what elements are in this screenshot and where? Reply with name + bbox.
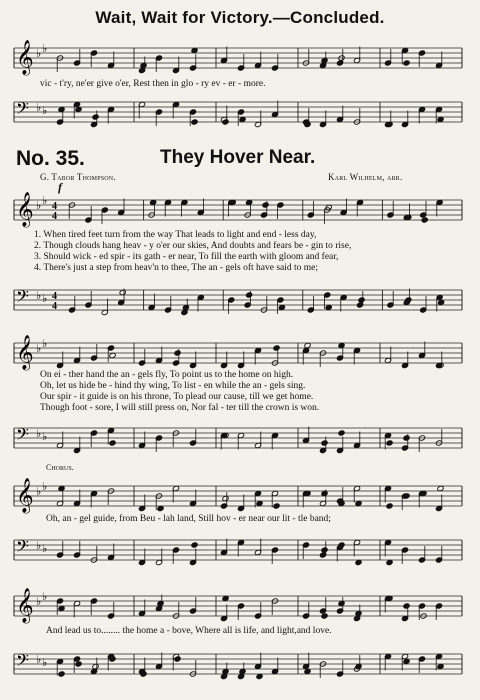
time-signature-top: 4 (52, 291, 57, 302)
staff-system4-bass (0, 646, 480, 686)
flat-sign-icon: ♭ (36, 653, 42, 666)
hymn-number: No. 35. (16, 147, 85, 170)
staff-system1-treble (0, 192, 480, 232)
flat-sign-icon: ♭ (42, 430, 48, 443)
treble-clef-icon: 𝄞 (16, 40, 34, 75)
bass-clef-icon: 𝄢 (16, 650, 29, 674)
flat-sign-icon: ♭ (42, 292, 48, 305)
lyric-system2-verse3: Our spir - it guide is on his throne, To plead our cause, till we get home. (40, 392, 314, 402)
lyric-system2-verse4: Though foot - sore, I will still press on, Nor fal - ter till the crown is won. (40, 403, 320, 413)
flat-sign-icon: ♭ (42, 590, 48, 603)
flat-sign-icon: ♭ (36, 485, 42, 498)
hymn-title: They Hover Near. (160, 147, 316, 168)
dynamic-marking: f (58, 180, 62, 194)
lyric-system1-verse4: 4. There's just a step from heav'n to thee, The an - gels oft have said to me; (34, 263, 319, 273)
treble-clef-icon: 𝄞 (16, 335, 34, 370)
flat-sign-icon: ♭ (36, 595, 42, 608)
music-credit: Karl Wilhelm, arr. (328, 172, 403, 182)
lyric-system1-verse2: 2. Though clouds hang heav - y o'er our skies, And doubts and fears be - gin to rise, (34, 241, 352, 251)
flat-sign-icon: ♭ (36, 427, 42, 440)
bass-clef-icon: 𝄢 (16, 536, 29, 560)
staff-system4-treble (0, 588, 480, 628)
words-credit: G. Tabor Thompson. (40, 172, 116, 182)
flat-sign-icon: ♭ (36, 47, 42, 60)
flat-sign-icon: ♭ (42, 542, 48, 555)
staff-system1-bass (0, 282, 480, 322)
flat-sign-icon: ♭ (42, 656, 48, 669)
treble-clef-icon: 𝄞 (16, 478, 34, 513)
lyric-system2-verse1: On ei - ther hand the an - gels fly, To point us to the home on high. (40, 370, 294, 380)
staff-system-top-treble (0, 40, 480, 80)
flat-sign-icon: ♭ (42, 104, 48, 117)
page-header-title: Wait, Wait for Victory.—Concluded. (95, 8, 385, 27)
lyric-system1-verse1: 1. When tired feet turn from the way That leads to light and end - less day, (34, 230, 317, 240)
lyric-system2-verse2: Oh, let us hide be - hind thy wing, To list - en while the an - gels sing. (40, 381, 306, 391)
staff-system2-bass (0, 420, 480, 460)
bass-clef-icon: 𝄢 (16, 98, 29, 122)
bass-clef-icon: 𝄢 (16, 424, 29, 448)
time-signature-bottom: 4 (52, 211, 57, 222)
flat-sign-icon: ♭ (36, 199, 42, 212)
bass-clef-icon: 𝄢 (16, 286, 29, 310)
flat-sign-icon: ♭ (42, 480, 48, 493)
staff-system3-bass (0, 532, 480, 572)
treble-clef-icon: 𝄞 (16, 588, 34, 623)
staff-system-top-bass (0, 94, 480, 134)
lyric-system1-verse3: 3. Should wick - ed spir - its gath - er near, To fill the earth with gloom and fear, (34, 252, 339, 262)
flat-sign-icon: ♭ (36, 101, 42, 114)
flat-sign-icon: ♭ (36, 539, 42, 552)
flat-sign-icon: ♭ (36, 289, 42, 302)
time-signature-bottom: 4 (52, 301, 57, 312)
lyric-line-top: vic - t'ry, ne'er give o'er, Rest then in glo - ry ev - er - more. (40, 79, 266, 89)
lyric-system3: Oh, an - gel guide, from Beu - lah land, Still hov - er near our lit - tle band; (46, 514, 331, 524)
staff-system2-treble (0, 335, 480, 375)
staff-system3-treble (0, 478, 480, 518)
treble-clef-icon: 𝄞 (16, 192, 34, 227)
lyric-system4: And lead us to........ the home a - bove, Where all is life, and light,and love. (46, 626, 332, 636)
flat-sign-icon: ♭ (42, 42, 48, 55)
flat-sign-icon: ♭ (42, 337, 48, 350)
chorus-label: Chorus. (46, 463, 74, 472)
time-signature-top: 4 (52, 201, 57, 212)
flat-sign-icon: ♭ (42, 194, 48, 207)
flat-sign-icon: ♭ (36, 342, 42, 355)
